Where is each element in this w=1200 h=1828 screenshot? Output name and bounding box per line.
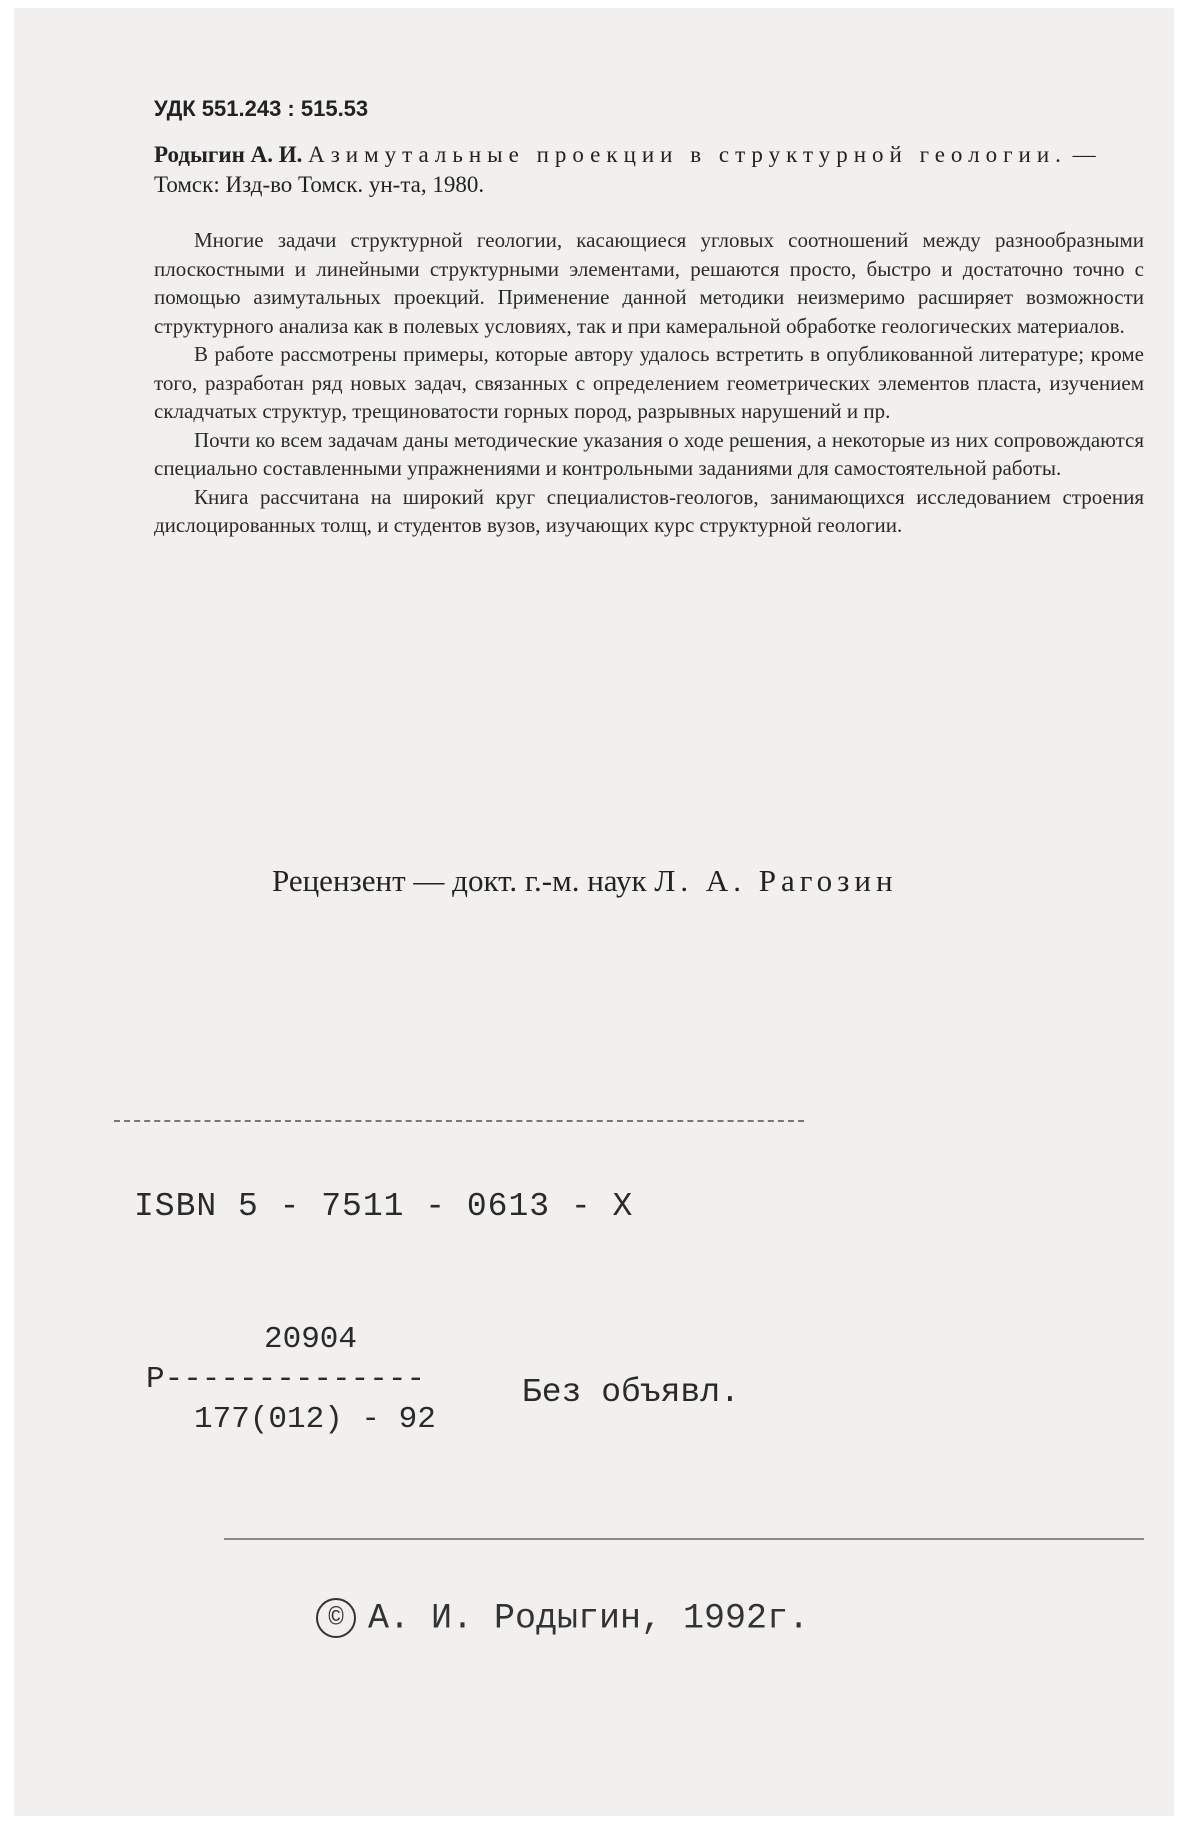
abstract-paragraph: Многие задачи структурной геологии, касающиеся угловых соотношений между разнообразными плоскостными и линейными структурными элементами, решаются просто, быстро и достаточно точно с помощью азимутальных проекций. Применение данной методики неизмеримо расширяет возможности структурного анализа как в полевых условиях, так и при камеральной обработке геологических материалов. — [154, 228, 1144, 338]
abstract-paragraph: Почти ко всем задачам даны методические указания о ходе решения, а некоторые из них сопровождаются специально составленными упражнениями и контрольными заданиями для самостоятельной работы. — [154, 427, 1144, 480]
book-page — [14, 8, 1174, 1816]
abstract-paragraph: Книга рассчитана на широкий круг специалистов-геологов, занимающихся исследованием строения дислоцированных толщ, и студентов вузов, изучающих курс структурной геологии. — [154, 484, 1144, 537]
divider-line — [114, 1120, 804, 1122]
reviewer-label: Рецензент — докт. г.-м. наук — [272, 863, 647, 898]
abstract-paragraph: В работе рассмотрены примеры, которые автору удалось встретить в опубликованной литературе; кроме того, разработан ряд новых задач, связанных с определением геометрических элементов пласта, изучением складчатых структур, трещиноватости горных пород, разрывных нарушений и пр. — [154, 342, 1144, 423]
code-numerator: 20904 — [264, 1322, 358, 1357]
reviewer-line — [272, 863, 898, 899]
abstract — [154, 226, 1144, 540]
author-name: Родыгин А. И. — [154, 142, 303, 167]
copyright-line — [316, 1598, 809, 1638]
copyright-icon: © — [316, 1598, 356, 1638]
no-announcement-note: Без объявл. — [522, 1374, 740, 1411]
imprint: — Томск: Изд-во Томск. ун-та, 1980. — [154, 142, 1096, 197]
reviewer-name: Л. А. Рагозин — [654, 863, 898, 898]
code-fraction-line: Р-------------- — [146, 1362, 426, 1397]
catalog-code — [146, 1320, 436, 1440]
divider-line — [224, 1538, 1144, 1540]
code-denominator: 177(012) - 92 — [194, 1402, 436, 1437]
udc-code: УДК 551.243 : 515.53 — [154, 96, 369, 121]
bibliographic-record — [154, 140, 1144, 200]
isbn-number: ISBN 5 - 7511 - 0613 - X — [134, 1188, 634, 1225]
copyright-text: А. И. Родыгин, 1992г. — [368, 1598, 810, 1639]
book-title: Азимутальные проекции в структурной геологии. — [308, 142, 1067, 167]
